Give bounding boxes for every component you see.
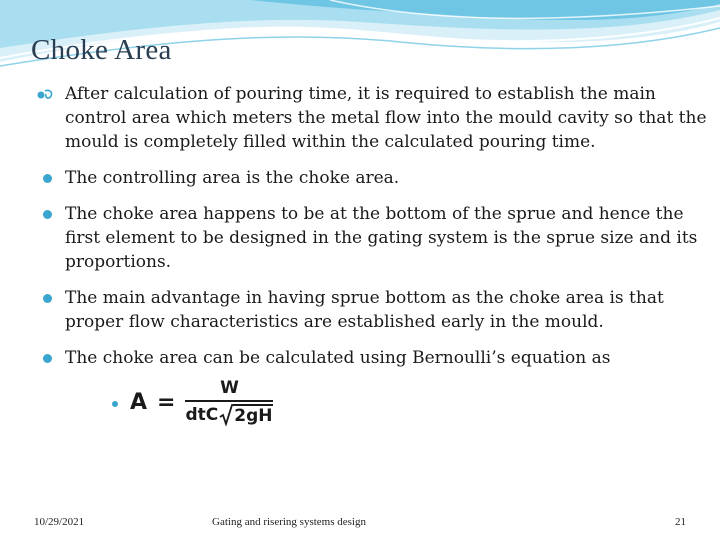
footer-date: 10/29/2021 [34,516,85,528]
square-root [219,404,273,426]
footer-title: Gating and risering systems design [212,516,366,528]
denominator-prefix: dtC [185,405,219,425]
square-root-icon [219,404,233,426]
bullet-item [40,82,710,154]
bullet-dot-icon [43,210,52,219]
equation-lhs: A [130,389,148,415]
equation-equals-sign: = [157,389,176,415]
bullet-item [40,346,710,370]
bullet-text: The choke area can be calculated using Bernoulli’s equation as [65,348,611,368]
page-number: 21 [675,516,686,528]
equation-fraction [185,378,273,426]
radicand: 2gH [234,406,273,426]
bullet-text: The main advantage in having sprue bottom as the choke area is that proper flow characteristics are established early in the mould. [65,288,664,332]
slide-title: Choke Area [31,34,172,66]
bullet-list [40,82,710,382]
equation-numerator: W [220,378,239,398]
bullet-text: After calculation of pouring time, it is required to establish the main control area which meters the metal flow into the mould cavity so that the mould is completely filled within the calculated pouring time. [65,84,707,152]
bullet-dot-icon [43,354,52,363]
equation-bullet-dot-icon [112,401,118,407]
choke-area-equation [112,378,273,426]
bullet-text: The choke area happens to be at the bottom of the sprue and hence the first element to be designed in the gating system is the sprue size and its proportions. [65,204,698,272]
bullet-text: The controlling area is the choke area. [65,168,400,188]
equation-denominator [185,402,273,426]
bullet-item [40,202,710,274]
bullet-dot-icon [43,294,52,303]
bullet-item [40,166,710,190]
bullet-leaf-icon [36,88,56,102]
bullet-item [40,286,710,334]
bullet-dot-icon [43,174,52,183]
